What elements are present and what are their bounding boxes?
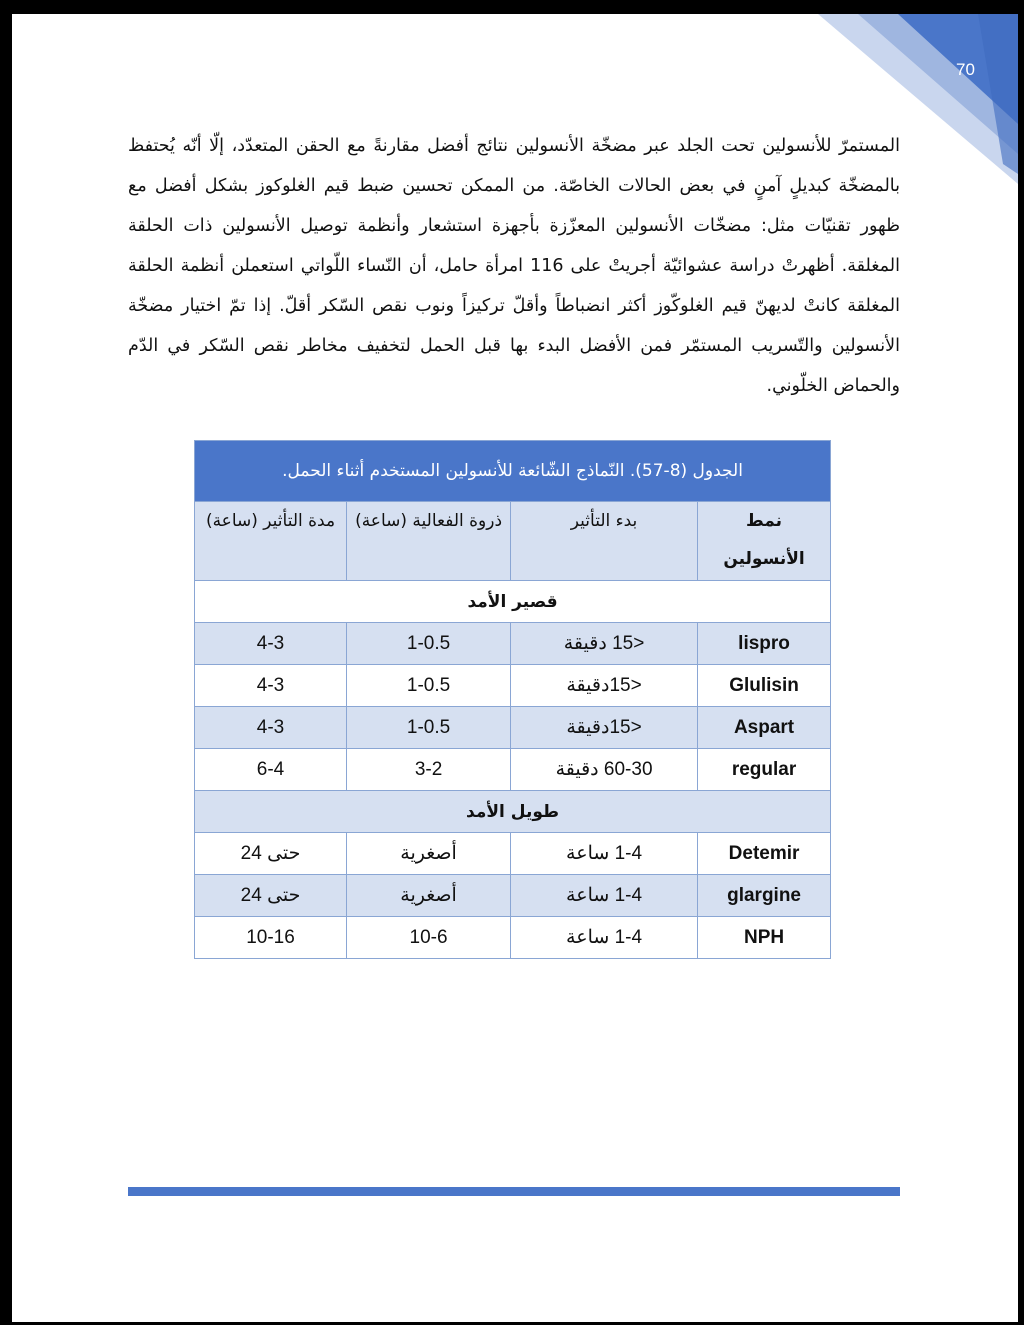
cell-onset: 1-4 ساعة <box>511 833 698 875</box>
cell-insulin-type: NPH <box>698 917 831 959</box>
header-insulin-type: نمط الأنسولين <box>698 502 831 581</box>
footer-bar <box>128 1187 900 1196</box>
cell-duration: 4-3 <box>195 707 347 749</box>
cell-peak: أصغرية <box>347 833 511 875</box>
body-paragraph: المستمرّ للأنسولين تحت الجلد عبر مضخّة الأنسولين نتائج أفضل مقارنةً مع الحقن المتعدّد، إلّا أنّه يُحتفظ بالمضخّة كبديلٍ آمنٍ في بعض الحالات الخاصّة. من الممكن تحسين ضبط قيم الغلوكوز بشكل أفضل مع ظهور تقنيّات مثل: مضخّات الأنسولين المعزّزة بأجهزة استشعار وأنظمة توصيل الأنسولين ذات الحلقة المغلقة. أظهرتْ دراسة عشوائيّة أجريتْ على 116 امرأة حامل، أن النّساء اللّواتي استعملن أنظمة الحلقة المغلقة كانتْ لديهنّ قيم الغلوكّوز أكثر انضباطاً وأقلّ تركيزاً ونوب نقص السّكر أقلّ. إذا تمّ اختيار مضخّة الأنسولين والتّسريب المستمّر فمن الأفضل البدء بها قبل الحمل لتخفيف مخاطر نقص السّكر في الدّم والحماض الخلّوني. <box>128 136 900 396</box>
section-row <box>195 581 831 623</box>
header-peak: ذروة الفعالية (ساعة) <box>347 502 511 581</box>
cell-duration: 10-16 <box>195 917 347 959</box>
cell-duration: 4-3 <box>195 623 347 665</box>
cell-insulin-type: lispro <box>698 623 831 665</box>
table-header-row <box>195 502 831 581</box>
cell-peak: 1-0.5 <box>347 623 511 665</box>
page-number: 70 <box>956 60 975 79</box>
cell-onset: <15دقيقة <box>511 707 698 749</box>
cell-onset: 1-4 ساعة <box>511 875 698 917</box>
document-page <box>12 14 1018 1322</box>
cell-peak: 10-6 <box>347 917 511 959</box>
cell-onset: <15دقيقة <box>511 665 698 707</box>
table-row <box>195 917 831 959</box>
cell-peak: 1-0.5 <box>347 665 511 707</box>
table-row <box>195 665 831 707</box>
cell-onset: 60-30 دقيقة <box>511 749 698 791</box>
cell-peak: 1-0.5 <box>347 707 511 749</box>
cell-insulin-type: Detemir <box>698 833 831 875</box>
table-row <box>195 875 831 917</box>
table-row <box>195 623 831 665</box>
table-row <box>195 833 831 875</box>
cell-duration: حتى 24 <box>195 875 347 917</box>
cell-peak: 3-2 <box>347 749 511 791</box>
table-row <box>195 707 831 749</box>
section-title-short-acting: قصير الأمد <box>195 581 831 623</box>
section-row <box>195 791 831 833</box>
header-onset: بدء التأثير <box>511 502 698 581</box>
table-row <box>195 749 831 791</box>
cell-insulin-type: glargine <box>698 875 831 917</box>
insulin-table <box>194 440 831 959</box>
cell-onset: <15 دقيقة <box>511 623 698 665</box>
cell-duration: حتى 24 <box>195 833 347 875</box>
header-duration: مدة التأثير (ساعة) <box>195 502 347 581</box>
table-caption: الجدول (8-57). النّماذج الشّائعة للأنسولين المستخدم أثناء الحمل. <box>195 441 831 502</box>
cell-insulin-type: Glulisin <box>698 665 831 707</box>
cell-peak: أصغرية <box>347 875 511 917</box>
cell-duration: 4-3 <box>195 665 347 707</box>
cell-insulin-type: regular <box>698 749 831 791</box>
cell-onset: 1-4 ساعة <box>511 917 698 959</box>
section-title-long-acting: طويل الأمد <box>195 791 831 833</box>
cell-duration: 6-4 <box>195 749 347 791</box>
cell-insulin-type: Aspart <box>698 707 831 749</box>
